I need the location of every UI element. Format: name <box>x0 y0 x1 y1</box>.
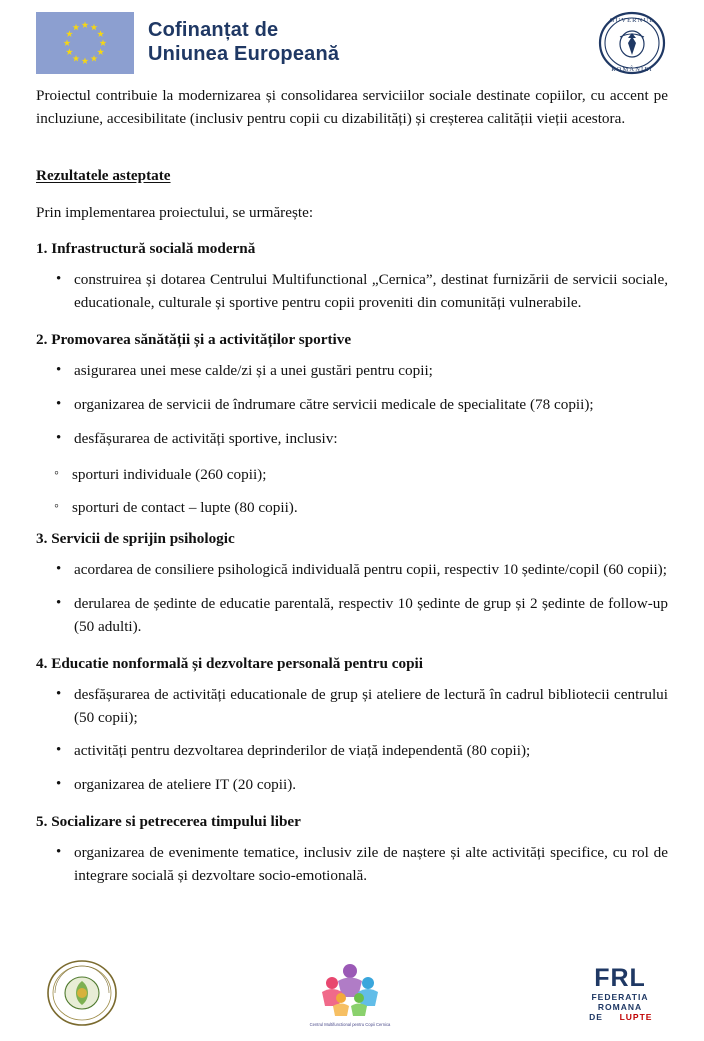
ngo-seal-logo-icon <box>36 957 128 1029</box>
list-item: • desfășurarea de activități sportive, inclusiv: <box>74 428 668 451</box>
eu-funding-line-1: Cofinanțat de <box>148 19 279 42</box>
svg-text:DE: DE <box>589 1012 603 1022</box>
centrul-multifunctional-logo-icon <box>290 957 410 1029</box>
government-seal-icon <box>596 10 668 76</box>
frl-logo-icon <box>572 960 668 1026</box>
eu-funding-line-2: Uniunea Europeană <box>148 43 340 65</box>
section-5-list <box>36 842 668 888</box>
list-item: • derularea de ședinte de educatie parentală, respectiv 10 ședinte de grup și 2 ședinte de follow-up (50 adulti). <box>74 593 668 639</box>
list-item: ◦ sporturi individuale (260 copii); <box>72 464 668 487</box>
list-item: • asigurarea unei mese calde/zi și a unei gustări pentru copii; <box>74 360 668 383</box>
section-2-list <box>36 360 668 450</box>
section-3-list <box>36 559 668 638</box>
svg-text:GUVERNUL: GUVERNUL <box>609 17 655 24</box>
list-item: • desfășurarea de activități educationale de grup și ateliere de lectură în cadrul bibliotecii centrului (50 copii); <box>74 684 668 730</box>
list-item: • construirea și dotarea Centrului Multifunctional „Cernica”, destinat furnizării de servicii sociale, educationale, culturale și sportive pentru copii proveniti din comunități vulnerabile. <box>74 269 668 315</box>
eu-flag-icon <box>36 12 134 74</box>
list-item: • acordarea de consiliere psihologică individuală pentru copii, respectiv 10 ședinte/copil (60 copii); <box>74 559 668 582</box>
list-item: • organizarea de evenimente tematice, inclusiv zile de naștere și alte activități specifice, cu rol de integrare socială și dezvoltare socio-emotională. <box>74 842 668 888</box>
document-footer <box>36 953 668 1033</box>
eu-emblem-block <box>36 12 339 74</box>
list-item: • organizarea de ateliere IT (20 copii). <box>74 774 668 797</box>
document-body <box>36 84 668 888</box>
spacer <box>36 134 668 164</box>
section-1-list <box>36 269 668 315</box>
eu-funding-text <box>148 19 339 66</box>
document-header <box>36 0 668 72</box>
list-item: • activități pentru dezvoltarea deprinderilor de viață independentă (80 copii); <box>74 740 668 763</box>
section-4-list <box>36 684 668 797</box>
results-title: Rezultatele asteptate <box>36 167 171 185</box>
results-lead: Prin implementarea proiectului, se urmărește: <box>36 204 314 222</box>
section-heading-2: 2. Promovarea sănătății și a activităților sportive <box>36 331 352 349</box>
section-heading-1: 1. Infrastructură socială modernă <box>36 240 256 258</box>
list-item: • organizarea de servicii de îndrumare către servicii medicale de specialitate (78 copii); <box>74 394 668 417</box>
svg-text:LUPTE: LUPTE <box>619 1012 653 1022</box>
section-heading-3: 3. Servicii de sprijin psihologic <box>36 530 235 548</box>
section-2-sublist <box>36 464 668 521</box>
svg-text:FRL: FRL <box>594 964 646 992</box>
section-heading-4: 4. Educatie nonformală și dezvoltare personală pentru copii <box>36 654 423 672</box>
svg-text:ROMÂNIEI: ROMÂNIEI <box>611 66 653 73</box>
svg-text:FEDERATIA: FEDERATIA <box>591 992 649 1002</box>
intro-paragraph: Proiectul contribuie la modernizarea și consolidarea serviciilor sociale destinate copiilor, cu accent pe incluziune, accesibilitate (inclusiv pentru copii cu dizabilități) și creșterea calității vieții acestora. <box>36 87 668 128</box>
section-heading-5: 5. Socializare si petrecerea timpului liber <box>36 812 301 830</box>
list-item: ◦ sporturi de contact – lupte (80 copii). <box>72 497 668 520</box>
svg-text:ROMANA: ROMANA <box>597 1002 643 1012</box>
svg-text:Centrul Multifunctional pentru: Centrul Multifunctional pentru Copii Cernica <box>309 1022 391 1027</box>
